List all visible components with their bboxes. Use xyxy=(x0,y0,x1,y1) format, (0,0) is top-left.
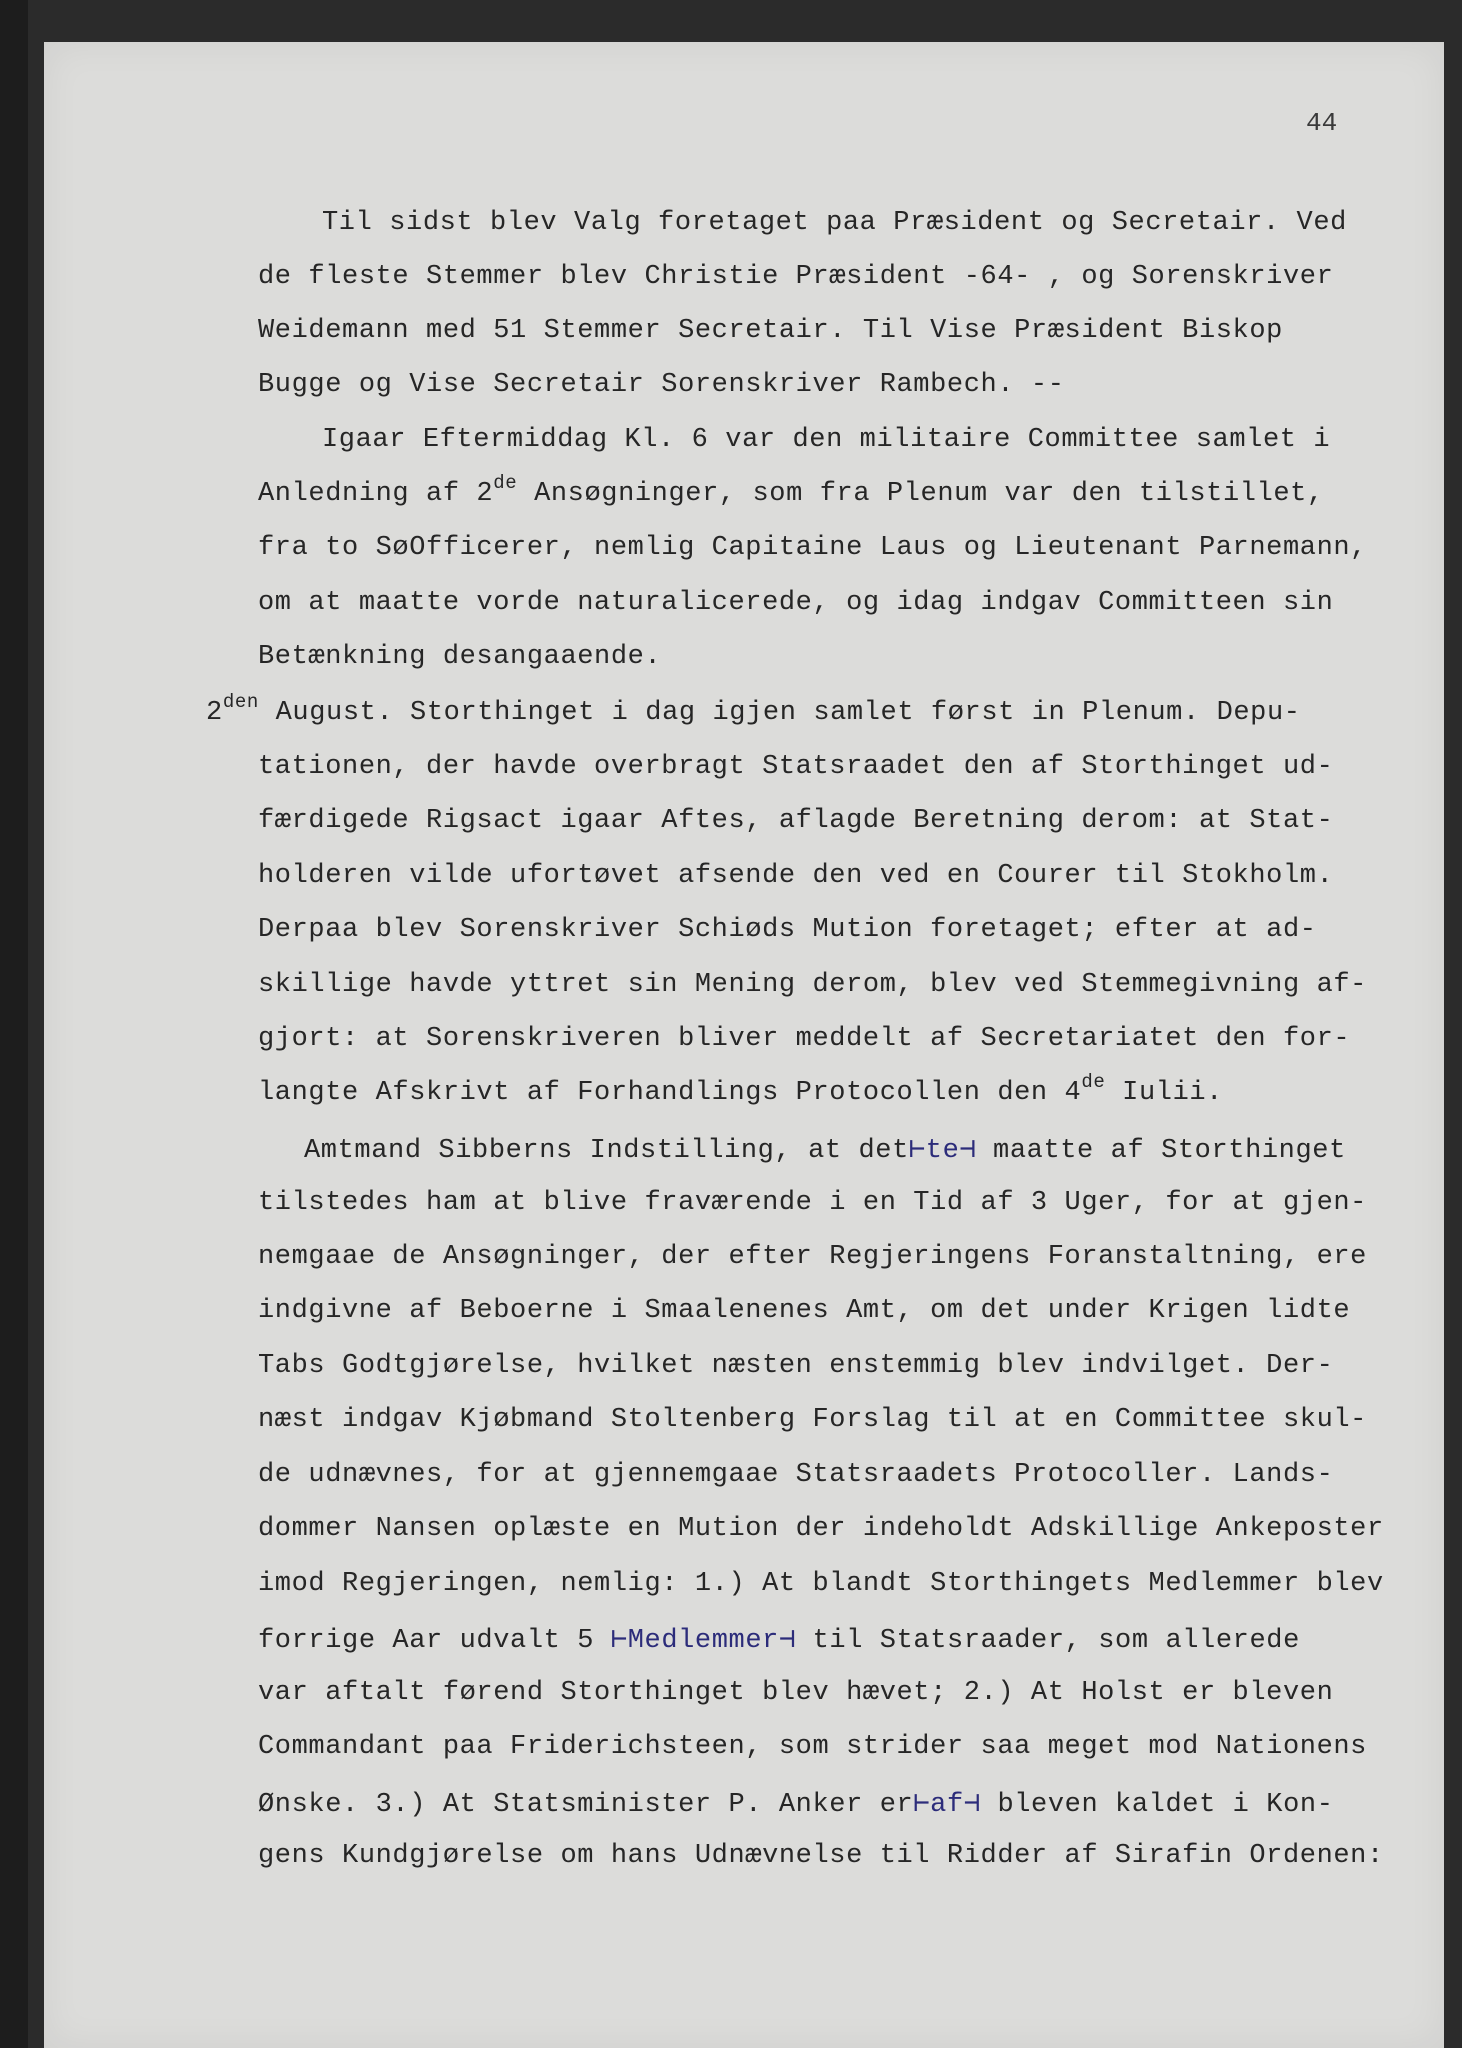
text-line: indgivne af Beboerne i Smaalenenes Amt, om det under Krigen lidte xyxy=(258,1296,1351,1326)
text-line: gens Kundgjørelse om hans Udnævnelse til Ridder af Sirafin Ordenen: xyxy=(258,1841,1384,1871)
text-line: Anledning af 2de Ansøgninger, som fra Plenum var den tilstillet, xyxy=(258,472,1324,509)
text-line: færdigede Rigsact igaar Aftes, aflagde Beretning derom: at Stat- xyxy=(258,806,1334,836)
text-line: Ønske. 3.) At Statsminister P. Anker er⊢af⊣ bleven kaldet i Kon- xyxy=(258,1790,1334,1820)
text-line: imod Regjeringen, nemlig: 1.) At blandt Storthingets Medlemmer blev xyxy=(258,1569,1384,1599)
text-line: næst indgav Kjøbmand Stoltenberg Forslag til at en Committee skul- xyxy=(258,1405,1367,1435)
text-line: Til sidst blev Valg foretaget paa Præsident og Secretair. Ved xyxy=(322,208,1347,238)
book-binding-edge xyxy=(0,0,28,2048)
text-line: holderen vilde ufortøvet afsende den ved en Courer til Stokholm. xyxy=(258,861,1334,891)
text-line: Igaar Eftermiddag Kl. 6 var den militaire Committee samlet i xyxy=(322,425,1331,455)
text-line: gjort: at Sorenskriveren bliver meddelt af Secretariatet den for- xyxy=(258,1024,1351,1054)
text-line: skillige havde yttret sin Mening derom, blev ved Stemmegivning af- xyxy=(258,970,1367,1000)
text-line: tationen, der havde overbragt Statsraadet den af Storthinget ud- xyxy=(258,752,1334,782)
text-line: nemgaae de Ansøgninger, der efter Regjeringens Foranstaltning, ere xyxy=(258,1242,1367,1272)
superscript: de xyxy=(1081,1071,1106,1093)
text-line: fra to SøOfficerer, nemlig Capitaine Laus og Lieutenant Parnemann, xyxy=(258,533,1367,563)
text-line: de fleste Stemmer blev Christie Præsident -64- , og Sorenskriver xyxy=(258,262,1334,292)
text-line: var aftalt førend Storthinget blev hævet; 2.) At Holst er bleven xyxy=(258,1678,1334,1708)
text-line: Tabs Godtgjørelse, hvilket næsten enstemmig blev indvilget. Der- xyxy=(258,1351,1334,1381)
text-line: dommer Nansen oplæste en Mution der indeholdt Adskillige Ankeposter xyxy=(258,1514,1384,1544)
text-line: forrige Aar udvalt 5 ⊢Medlemmer⊣ til Statsraader, som allerede xyxy=(258,1626,1300,1656)
text-line: Derpaa blev Sorenskriver Schiøds Mution foretaget; efter at ad- xyxy=(258,915,1317,945)
text-line: om at maatte vorde naturalicerede, og idag indgav Committeen sin xyxy=(258,588,1334,618)
text-line: tilstedes ham at blive fraværende i en Tid af 3 Uger, for at gjen- xyxy=(258,1188,1367,1218)
text-line: langte Afskrivt af Forhandlings Protocollen den 4de Iulii. xyxy=(258,1071,1223,1108)
text-line: Betænkning desangaaende. xyxy=(258,642,662,672)
superscript: de xyxy=(493,472,518,494)
text-line: Bugge og Vise Secretair Sorenskriver Rambech. -- xyxy=(258,370,1065,400)
page-number: 44 xyxy=(1306,108,1338,138)
text-line: de udnævnes, for at gjennemgaae Statsraadets Protocoller. Lands- xyxy=(258,1460,1334,1490)
inserted-text: ⊢te⊣ xyxy=(908,1136,977,1166)
text-line: Commandant paa Friderichsteen, som strider saa meget mod Nationens xyxy=(258,1732,1367,1762)
inserted-text: ⊢af⊣ xyxy=(913,1790,981,1820)
text-line: $2^{den}$ August. Storthinget i dag igjen samlet først in Plenum. Depu- xyxy=(206,691,1301,728)
text-line: Amtmand Sibberns Indstilling, at det⊢te⊣ maatte af Storthinget xyxy=(304,1136,1346,1166)
text-line: Weidemann med 51 Stemmer Secretair. Til Vise Præsident Biskop xyxy=(258,316,1283,346)
superscript: den xyxy=(222,691,259,713)
inserted-text: ⊢Medlemmer⊣ xyxy=(610,1626,796,1656)
